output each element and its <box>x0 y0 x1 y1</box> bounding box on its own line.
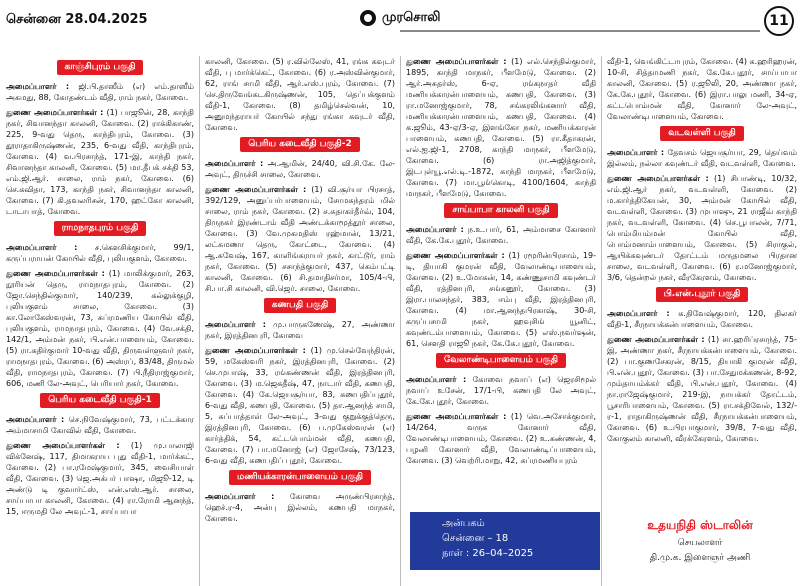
greeting-line: நாள் : 26–04–2025 <box>442 548 534 559</box>
column-4 <box>607 56 797 586</box>
role-label: அமைப்பாளர் : <box>607 148 665 157</box>
greeting-line: சென்னை – 18 <box>442 533 509 544</box>
member-paragraph <box>6 242 194 264</box>
role-label: துணை அமைப்பாளர்கள் : <box>6 441 120 450</box>
page-header <box>0 0 800 40</box>
date-line: சென்னை 28.04.2025 <box>6 12 148 27</box>
role-label: அமைப்பாளர் : <box>205 159 264 168</box>
member-paragraph <box>406 250 596 349</box>
signatory-name: உதயநிதி ஸ்டாலின் <box>647 518 753 532</box>
role-label: துணை அமைப்பாளர்கள் : <box>6 108 104 117</box>
member-paragraph <box>205 319 395 341</box>
newspaper-logo-icon <box>360 10 376 26</box>
greeting-box <box>410 512 600 570</box>
member-details: செ.நிவேஷ்குமார், 73, பட்டக்கார அம்மாசாமி கோவில் வீதி, கோவை. <box>6 415 194 435</box>
role-label: அமைப்பாளர் : <box>205 320 266 329</box>
role-label: அமைப்பாளர் : <box>6 415 65 424</box>
member-paragraph <box>6 107 194 217</box>
member-details: (1) மாலிக்குமார், 263, நூரியன் தெரு, ராமநாதபுரம், கோவை. (2) ஜோ.செந்தில்குமார், 140/239, கல்லுக்குழி, புலியகுளம் சாலை, கோவை. (3) கா.லோகேஸ்வரன், 73, சுப்ரமணிய கோயில் வீதி, புலியகுளம், ராமநாதபுரம், கோவை. (4) வே.சக்தி, 142/1, அம்மன் நகர், பி.என்.பாளையம், கோவை. (5) ரா.கதிர்குமார் 10-வது வீதி, திருவள்ளுவர் நகர், ராமநாதபுரம், கோவை. (6) அஸ்ரப், 83/48, திருமல் வீதி, ராமநாதபுரம், கோவை. (7) பி.நீதிராஜ்குமார், 606, மணி லே-அவுட், பெரியார் நகர், கோவை. <box>6 269 194 388</box>
role-label: அமைப்பாளர் : <box>607 309 670 318</box>
member-details: காலனி, கோவை. (5) ர.வில்லேஸ், 41, ரங்க கவுடர் வீதி, பு மார்க்கெட், கோவை. (6) ர.அஸ்வின்குமார், 62, ராங் சாமி வீதி, ஆர்.எஸ்.புரம், கோவை. (7) செ.திருவேங்கடகிருஷ்ணன், 105, தெப்பக்குளம் வீதி-1, கோவை. (8) தமிழ்செல்வன், 10, அனுமந்தராயர் கோயில் சந்து ரங்கா கவுடர் வீதி, கோவை. <box>205 57 395 132</box>
role-label: துணை அமைப்பாளர்கள் : <box>6 269 105 278</box>
role-label: அமைப்பாளர் : <box>6 243 78 252</box>
member-details: மு.பாருகணேஷ், 27, அண்ணா நகர், இரத்தினபுரி, கோவை <box>205 320 395 340</box>
column-divider <box>400 56 401 586</box>
role-label: அமைப்பாளர் : <box>205 492 275 501</box>
member-paragraph <box>205 56 395 133</box>
member-paragraph <box>607 56 797 122</box>
section-title: ராமநாதபுரம் பகுதி <box>54 221 147 236</box>
member-details: (1) ரமூரின்பிரசாம், 19-டி, தியாகி குமரன் வீதி, வேலாண்டிபாளையம், கோவை. (2) உ.மோகன், 14, கண்ணுசாமி கவுண்டர் வீதி, ரத்தினபுரி, சங்கனூர், கோவை. (3) இரா.பாலசந்தர், 383, ஈம்பு வீதி, இரத்தினபுரி, கோவை. (4) மா.ஆனந்தபிரகாஷ், 30-சி, கருப்பசாமி நகர், ஹவுசிங் யூனிட், கவுண்டம்பாளையம், கோவை. (5) எஸ்.நவர்ஷன், 61, சௌதி ராஜூ நகர், கே.கே.புதூர், கோவை. <box>406 251 596 348</box>
member-paragraph <box>406 224 596 246</box>
member-paragraph <box>205 491 395 524</box>
role-label: துணை அமைப்பாளர்கள் : <box>406 251 505 260</box>
member-paragraph <box>406 374 596 407</box>
member-details: க.திவேஷ்குமார், 120, திலகர் வீதி-1, சீரநாயக்கன்பாளையம், கோவை. <box>607 309 797 329</box>
role-label: அமைப்பாளர் : <box>6 82 70 91</box>
member-details: ஜி.பி.தாஸீம் (எ) எம்.தாஸீம் அகமது, 88, கோதண்டம் வீதி, ராம் நகர், கோவை. <box>6 82 194 102</box>
signature-block <box>604 512 796 570</box>
member-details: அ.ஆமின், 24/40, வி.சி.கே. லே-அவுட், திருச்சி சாலை, கோவை. <box>205 159 395 179</box>
member-paragraph <box>406 411 596 466</box>
member-paragraph <box>607 173 797 283</box>
masthead-title: முரசொலி <box>382 10 441 25</box>
section-title: வேலாண்டிபாளையம் பகுதி <box>436 353 566 368</box>
section-title: காஞ்சிபுரம் பகுதி <box>57 60 144 75</box>
member-paragraph <box>406 56 596 199</box>
section-title: மணியக்காரன்பாளையம் பகுதி <box>229 470 371 485</box>
member-details: கோவை அருண்பிரசாந்த், ஹெச்.ர-4, அன்பு இல்லம், கணபதி மாநகர், கோவை. <box>205 492 395 523</box>
member-paragraph <box>6 440 194 517</box>
member-paragraph <box>607 334 797 444</box>
column-1 <box>6 56 194 586</box>
member-paragraph <box>205 345 395 466</box>
member-details: தேவசம் ஜெயசூர்யா, 29, தெய்வம் இல்லம், நல்லா கவுண்டர் வீதி, வடவள்ளி, கோவை. <box>607 148 797 168</box>
column-3 <box>406 56 596 586</box>
role-label: துணை அமைப்பாளர்கள் : <box>607 335 705 344</box>
section-title: பெரிய கடைவீதி பகுதி-2 <box>240 137 360 152</box>
section-title: வடவள்ளி பகுதி <box>660 126 744 141</box>
role-label: துணை அமைப்பாளர்கள் : <box>406 412 507 421</box>
signatory-role: செயலாளர் <box>677 538 723 548</box>
column-2 <box>205 56 395 586</box>
role-label: துணை அமைப்பாளர்கள் : <box>205 185 307 194</box>
member-paragraph <box>205 158 395 180</box>
section-title: சாய்பாபா காலனி பகுதி <box>444 203 557 218</box>
member-paragraph <box>6 81 194 103</box>
section-title: பெரிய கடைவீதி பகுதி-1 <box>40 393 160 408</box>
member-details: ந.உ.பார், 61, அம்மாசை கோனார் வீதி, கே.கே.புதூர், கோவை. <box>406 225 596 245</box>
member-paragraph <box>205 184 395 294</box>
member-details: (1) எல்.செந்தில்குமார், 1895, காந்தி மாநகர், பீளமேடு, கோவை. (2) ஆர்.அசுதர்ஸ், 6-ஏ, ரங்கநாதர் வீதி மணியக்காரன்பாளையம், கணபதி, கோவை. (3) ரா.மனோஜ்குமார், 78, சங்கரலிங்கனார் வீதி, மணியக்காரன்பாளையம், கணபதி, கோவை. (4) க.ஜூம், 43-ஏ/3-ஏ, இளங்கோ நகர், மணியக்காரன் பாளையம், கணபதி, கோவை. (5) ரா.கீதாகரன், எல்.ஐ.ஜி-1, 2708, காந்தி மாநகர், பீளமேடு, கோவை. (6) ரா.அஜித்குமார், இடபுள்யூ.எல்.டி.-1872, காந்தி மாநகர், பீளமேடு, கோவை. (7) மா.பூங்கொடி, 4100/1604, காந்தி மாநகர், பீளமேடு, கோவை. <box>406 57 596 198</box>
columns-area <box>0 56 800 586</box>
member-paragraph <box>6 268 194 389</box>
masthead <box>360 10 441 26</box>
member-details: ச.கௌசிக்குமார், 99/1, கருப்பராயன் கோயில் வீதி, புலியகுளம், கோவை. <box>6 243 194 263</box>
column-divider <box>199 56 200 586</box>
member-paragraph <box>6 414 194 436</box>
member-details: (1) சா.ஹரிப்ரசாந்த், 75-இ, அண்ணா நகர், சீரநாயக்கன்பாளையம், கோவை. (2) பா.குணசேகரன், 8/15, தியாகி குமரன் வீதி, பி.என்.புதூர், கோவை. (3) பா.சேதுமக்கணன், 8-92, மும்தாயம்க்கர் வீதி, பி.என்.புதூர், கோவை. (4) நா.ராஜேஷ்குமார், 219-இ, நாயக்கர் தோட்டம், பூசாரிபாளையம், கோவை. (5) ரா.சக்திவேல், 132/-ர-1, ராதாகிருஷ்ணன் வீதி, சீரநாயக்கன்பாளையம், கோவை. (6) உ.பிரபாகுமார், 39/8, 7-வது வீதி, கோகுலம் காலனி, வீரக்கேரளம், கோவை. <box>607 335 797 443</box>
member-details: வீதி-1, வெங்கிட்டாபுரம், கோவை. (4) க.ஹரிஹரன், 10-சி, சித்தாமணி நகர், கே.கே.புதூர், சாய்பாபா காலனி, கோவை. (5) ர.ஜூலி, 20, அண்ணா நகர், கே.கே.புதூர், கோவை. (6) இரா.பாலு மணி, 34-ஏ, கட்டபொம்மன் வீதி, கோனார் லே-அவுட், வேலாண்டிபாளையம், கோவை. <box>607 57 797 121</box>
member-details: கோவை நவாப் (எ) ஜெரசிமூல் நவாப் உசேன், 17/1-பி, கணபதி லே அவுட், கே.கே.புதூர், கோவை. <box>406 375 596 406</box>
member-details: (1) மு.பாலாஜி விக்னேஷ், 117, திமாகராய புது வீதி-1, மார்க்கட், கோவை. (2) பா.ரமேஷ்குமார், 345, வைசியாள் வீதி, கோவை. (3) ஜெ.அக்பர் பாஷா, மிஜூ-12, டி அண்டு டி குவார்ட்ஸ், என்.எஸ்.ஆர். சாலை, சாய்பாபா காலனி, கோவை. (4) ரா.ரோமி ஆனந்த், 15, ஈருமதி லே அவுட்-1, சாய்பாபா <box>6 441 194 516</box>
member-paragraph <box>607 308 797 330</box>
column-divider <box>601 56 602 586</box>
role-label: துணை அமைப்பாளர்கள் : <box>205 346 306 355</box>
role-label: துணை அமைப்பாளர்கள் : <box>406 57 507 66</box>
member-details: (1) வி.சூர்யா பிரசாத், 392/129, அனுப்பர்பாளையம், சோமசுந்தரம் மில் சாலை, ராம் நகர், கோவை. (2) ச.சுதாகர்தீர்வ், 104, திருநகர் இரண்டாம் வீதி அண்டக்காமூத்தூர் சாலை, கோவை. (3) வே.முகமதிஸ் ரஹ்மான், 13/21, லட்சுமணா தெரு, கோட்டை, கோவை. (4) ஆ.சுவேஷ், 167, காளிங்கராயர் நகர், காட்டூர், ராம் நகர், கோவை. (5) சசாந்த்குமார், 437, கெம்பட்டி காலனி, கோவை. (6) சி.தமாதிசர்மா, 105/4-பி, சி.பா.சி காலனி, வி.ஜெர். சாலை, கோவை. <box>205 185 395 293</box>
section-title: கணபதி பகுதி <box>264 298 336 313</box>
member-details: (1) வெ.அசோக்குமார், 14/264, வருக கோனார் வீதி, வேலாண்டிபாளையம், கோவை. (2) உ.கண்ணன், 4, பழனி கோனார் வீதி, வேலாண்டிப்பாளையம், கோவை. (3) வெற்ரி.மாறு, 42, சுப்ரமணியபுரம் <box>406 412 596 465</box>
greeting-line: அன்பகம் <box>442 518 485 529</box>
signatory-org: தி.மு.க. இளைஞர் அணி <box>649 553 751 563</box>
section-title: பி.என்.புதூர் பகுதி <box>656 287 749 302</box>
role-label: அமைப்பாளர் : <box>406 375 467 384</box>
page-number: 11 <box>764 6 794 36</box>
member-details: (1) பாஜூன், 28, காந்தி நகர், சிவானந்தா காலனி, கோவை. (2) ராக்கிகாண், 225, 9-வது தெரு, காந்திபுரம், கோவை. (3) தூராதாகிருஷ்ணன், 235, 6-வது வீதி, காந்திபுரம், கோவை. (4) வ.பிரசாந்த், 171-இ, காந்தி நகர், சிவானந்தா காலனி, கோவை. (5) மா.தீபக் சக்தி 53, எம்.ஜி.ஆர். சாலை, ராம் நகர், கோவை. (6) செ.கவிதா, 173, காந்தி நகர், சிவானந்தா காலனி, கோவை. (7) கி.தவலரிசன், 170, ஹட்கோ காலனி, டாடாபாத், கோவை. <box>6 108 194 216</box>
member-details: (1) சிபாண்டி, 10/32, எம்.ஜி.ஆர் நகர், வடவள்ளி, கோவை. (2) ம.கார்த்திகேயன், 30, அம்மன் கோயில் வீதி, வடவள்ளி, கோவை. (3) முபாஷு, 21 ராஜீவ் காந்தி நகர், வடவள்ளி, கோவை. (4) செ.பூபாலன், 7/71, பொம்மியம்மன் கோயில் வீதி, பொம்மனாம்பாளையம், கோவை. (5) சிராகுல், ஆயிக்கவுண்டர் தோட்டம் மருதமலை பிரதான சாலை, வடவள்ளி, கோவை. (6) ர.மனோஜ்குமார், 3/6, தென்றல் நகர், வீரகேரளம், கோவை. <box>607 174 797 282</box>
header-rule <box>400 30 760 32</box>
member-details: (1) மு.செல்வேந்திரன், 59, மகேஸ்வரி நகர், இரத்தினபுரி, கோவை. (2) செ.முபாஷ், 33, ரங்கண்ணன் வீதி, இரத்தினபுரி, கோவை. (3) ம.ஜெகதீஷ், 47, நாடார் வீதி, கணபதி, கோவை. (4) கே.ஜெயசூர்யா, 83, கணபதிப்புதூர், 6-வது வீதி, கணபதி, கோவை. (5) தா.ஆனந்த் சாமி, 5, சுப்பாத்தாள் லே-அவுட், 3-வது குறுக்குத்தெரு, இரத்தினபுரி, கோவை. (6) ப.முகேஸ்வரன் (எ) கார்த்திக், 54, கட்டபொம்மன் வீதி, கணபதி, கோவை. (7) பா.மனோஜ் (எ) ஜோசேஷ், 73/123, 6-வது வீதி, கணபதிப் புதூர், கோவை. <box>205 346 395 465</box>
role-label: துணை அமைப்பாளர்கள் : <box>607 174 709 183</box>
role-label: அமைப்பாளர் : <box>406 225 464 234</box>
member-paragraph <box>607 147 797 169</box>
